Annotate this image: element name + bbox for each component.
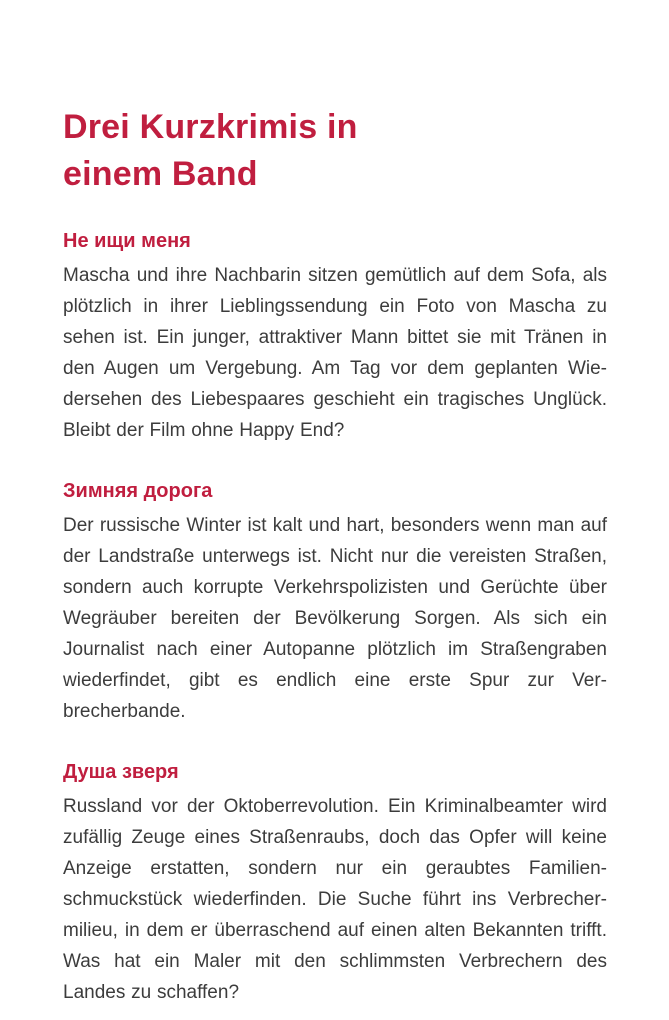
page-title-line-1: Drei Kurzkrimis in — [63, 108, 358, 146]
section-ne-ishchi-menya — [63, 228, 607, 446]
section-heading-zimnyaya-doroga: Зимняя дорога — [63, 480, 213, 502]
section-dusha-zverya — [63, 759, 607, 1008]
section-body-zimnyaya-doroga: Der russische Winter ist kalt und hart, besonders wenn man auf der Landstraße unterwegs ist. Nicht nur die vereisten Straßen, sondern auch korrupte Verkehrspolizisten und Gerüchte über Wegräuber bereiten der Bevölkerung Sorgen. Als sich ein Journalist nach einer Autopanne plötzlich im Straßengraben wiederfindet, gibt es endlich eine erste Spur zur Verbrecherbande. — [63, 515, 607, 722]
section-heading-dusha-zverya: Душа зверя — [63, 761, 179, 783]
section-body-dusha-zverya: Russland vor der Oktoberrevolution. Ein Kriminalbeamter wird zufällig Zeuge eines Straßenraubs, doch das Opfer will keine Anzeige erstatten, sondern nur ein geraubtes Familienschmuckstück wiederfinden. Die Suche führt ins Verbrechermilieu, in dem er überraschend auf einen alten Bekannten trifft. Was hat ein Maler mit den schlimmsten Verbrechern des Landes zu schaffen? — [63, 796, 607, 1003]
page-title — [63, 104, 607, 198]
page-title-line-2: einem Band — [63, 155, 258, 193]
section-body-ne-ishchi-menya: Mascha und ihre Nachbarin sitzen gemütlich auf dem Sofa, als plötzlich in ihrer Lieblingssendung ein Foto von Mascha zu sehen ist. Ein junger, attraktiver Mann bittet sie mit Tränen in den Augen um Vergebung. Am Tag vor dem geplanten Wiedersehen des Liebespaares geschieht ein tragisches Unglück. Bleibt der Film ohne Happy End? — [63, 265, 607, 441]
section-zimnyaya-doroga — [63, 478, 607, 727]
section-heading-ne-ishchi-menya: Не ищи меня — [63, 230, 191, 252]
